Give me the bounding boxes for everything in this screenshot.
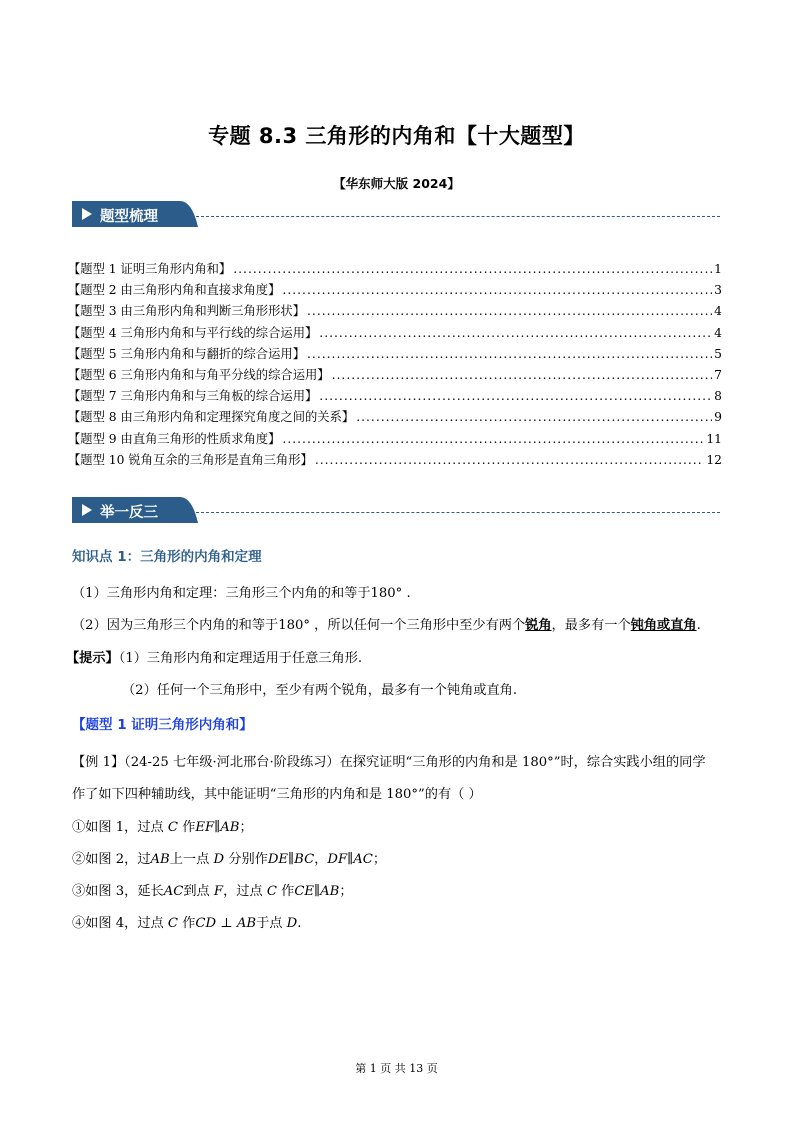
knowledge-heading: 知识点 1：三角形的内角和定理 [72, 549, 262, 565]
page-title: 专题 8.3 三角形的内角和【十大题型】 [208, 124, 585, 148]
toc-item[interactable]: 【题型 5 三角形内角和与翻折的综合运用】 ..... 5 [68, 344, 722, 365]
page-subtitle: 【华东师大版 2024】 [333, 176, 460, 191]
example-label: 【例 1】 [72, 755, 125, 770]
banner-label: 举一反三 [100, 505, 158, 521]
toc-item[interactable]: 【题型 1 证明三角形内角和】 ..... 1 [68, 259, 722, 280]
dashed-rule [196, 512, 720, 513]
knowledge-point-1: （1）三角形内角和定理：三角形三个内角的和等于180° . [72, 586, 411, 601]
option-3: ③如图 3，延长AC到点 F，过点 C 作CE∥AB； [72, 884, 353, 899]
option-1: ①如图 1，过点 C 作EF∥AB； [72, 820, 253, 835]
toc-item[interactable]: 【题型 7 三角形内角和与三角板的综合运用】 ..... 8 [68, 386, 722, 407]
option-2: ②如图 2，过AB上一点 D 分别作DE∥BC，DF∥AC； [72, 852, 386, 867]
section-banner-examples [72, 497, 720, 523]
knowledge-point-2: （2）因为三角形三个内角的和等于180° ，所以任何一个三角形中至少有两个锐角，最多有一个钝角或直角. [72, 618, 701, 633]
table-of-contents [68, 259, 722, 471]
toc-item[interactable]: 【题型 4 三角形内角和与平行线的综合运用】 ..... 4 [68, 323, 722, 344]
example-line-2: 作了如下四种辅助线，其中能证明“三角形的内角和是 180°”的有（ ） [72, 787, 482, 802]
option-4: ④如图 4，过点 C 作CD ⊥ AB于点 D. [72, 916, 302, 931]
tip-line-2: （2）任何一个三角形中，至少有两个锐角，最多有一个钝角或直角. [122, 683, 518, 698]
play-icon [82, 208, 92, 220]
tip-label: 【提示】 [66, 651, 119, 666]
banner-label: 题型梳理 [100, 209, 158, 225]
toc-item[interactable]: 【题型 2 由三角形内角和直接求角度】 ..... 3 [68, 280, 722, 301]
toc-item[interactable]: 【题型 9 由直角三角形的性质求角度】 ..... 11 [68, 429, 722, 450]
toc-item[interactable]: 【题型 6 三角形内角和与角平分线的综合运用】 ..... 7 [68, 365, 722, 386]
section-banner-types [72, 201, 720, 227]
toc-item[interactable]: 【题型 8 由三角形内角和定理探究角度之间的关系】 ..... 9 [68, 407, 722, 428]
play-icon [82, 504, 92, 516]
toc-item[interactable]: 【题型 10 锐角互余的三角形是直角三角形】 ..... 12 [68, 450, 722, 471]
example-line-1: 【例 1】（24-25 七年级·河北邢台·阶段练习）在探究证明“三角形的内角和是 180°”时，综合实践小组的同学 [72, 755, 706, 770]
question-type-heading: 【题型 1 证明三角形内角和】 [72, 717, 253, 733]
toc-item[interactable]: 【题型 3 由三角形内角和判断三角形形状】 ..... 4 [68, 301, 722, 322]
tip-line-1: 【提示】（1）三角形内角和定理适用于任意三角形. [66, 651, 363, 666]
dashed-rule [196, 216, 720, 217]
page-footer: 第 1 页 共 13 页 [355, 1062, 438, 1075]
